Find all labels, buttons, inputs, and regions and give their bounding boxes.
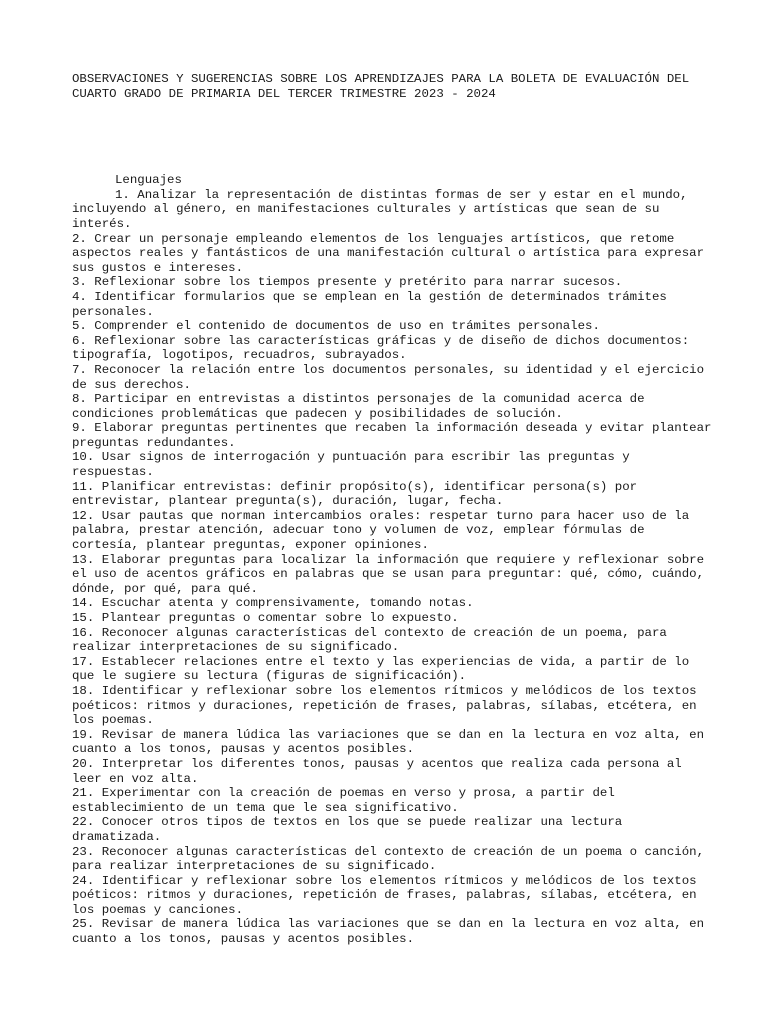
section-heading: Lenguajes (115, 173, 182, 188)
list-item: 2. Crear un personaje empleando elementos de los lenguajes artísticos, que retome aspectos reales y fantásticos de una manifestación cultural o artística para expresar sus gustos e intereses. (72, 231, 705, 275)
list-item: 1. Analizar la representación de distintas formas de ser y estar en el mundo, incluyendo al género, en manifestaciones culturales y artísticas que sean de su interés. (72, 187, 688, 231)
list-item: 12. Usar pautas que norman intercambios orales: respetar turno para hacer uso de la palabra, prestar atención, adecuar tono y volumen de voz, emplear fórmulas de cortesía, plantear preguntas, exponer opiniones. (72, 508, 690, 553)
list-item: 19. Revisar de manera lúdica las variaciones que se dan en la lectura en voz alta, en cuanto a los tonos, pausas y acentos posibles. (72, 727, 705, 757)
list-item: 3. Reflexionar sobre los tiempos presente y pretérito para narrar sucesos. (72, 275, 623, 290)
list-item: 17. Establecer relaciones entre el texto y las experiencias de vida, a partir de lo que le sugiere su lectura (figuras de significación). (72, 654, 690, 684)
list-item: 22. Conocer otros tipos de textos en los que se puede realizar una lectura dramatizada. (72, 815, 623, 844)
learning-list (72, 188, 712, 947)
list-item: 25. Revisar de manera lúdica las variaciones que se dan en la lectura en voz alta, en cuanto a los tonos, pausas y acentos posibles. (72, 917, 705, 947)
list-item: 7. Reconocer la relación entre los documentos personales, su identidad y el ejercicio de sus derechos. (72, 362, 705, 392)
list-item: 11. Planificar entrevistas: definir propósito(s), identificar persona(s) por entrevistar, plantear pregunta(s), duración, lugar, fecha. (72, 479, 638, 509)
list-item: 10. Usar signos de interrogación y puntuación para escribir las preguntas y respuestas. (72, 450, 630, 480)
list-item: 18. Identificar y reflexionar sobre los elementos rítmicos y melódicos de los textos poéticos: ritmos y duraciones, repetición de frases, palabras, sílabas, etcétera, en los poemas. (72, 683, 697, 728)
list-item: 5. Comprender el contenido de documentos de uso en trámites personales. (72, 319, 600, 334)
list-item: 20. Interpretar los diferentes tonos, pausas y acentos que realiza cada persona al leer en voz alta. (72, 756, 682, 786)
section-lenguajes (72, 173, 712, 946)
document-title: OBSERVACIONES Y SUGERENCIAS SOBRE LOS APRENDIZAJES PARA LA BOLETA DE EVALUACIÓN DEL CUARTO GRADO DE PRIMARIA DEL TERCER TRIMESTRE 2023 - 2024 (72, 72, 697, 101)
list-item: 24. Identificar y reflexionar sobre los elementos rítmicos y melódicos de los textos poéticos: ritmos y duraciones, repetición de frases, palabras, sílabas, etcétera, en los poemas y canciones. (72, 873, 697, 917)
list-item: 16. Reconocer algunas características del contexto de creación de un poema, para realizar interpretaciones de su significado. (72, 625, 667, 655)
list-item: 23. Reconocer algunas características del contexto de creación de un poema o canción, para realizar interpretaciones de su significado. (72, 844, 705, 874)
list-item: 14. Escuchar atenta y comprensivamente, tomando notas. (72, 596, 474, 611)
list-item: 4. Identificar formularios que se emplean en la gestión de determinados trámites personales. (72, 289, 667, 319)
list-item: 9. Elaborar preguntas pertinentes que recaben la información deseada y evitar plantear preguntas redundantes. (72, 421, 712, 450)
list-item: 15. Plantear preguntas o comentar sobre lo expuesto. (72, 611, 459, 625)
list-item: 13. Elaborar preguntas para localizar la información que requiere y reflexionar sobre el uso de acentos gráficos en palabras que se usan para preguntar: qué, cómo, cuándo, dónde, por qué, para qué. (72, 552, 705, 596)
list-item: 6. Reflexionar sobre las características gráficas y de diseño de dichos documentos: tipografía, logotipos, recuadros, subrayados. (72, 333, 690, 363)
document-page (72, 72, 712, 947)
list-item: 8. Participar en entrevistas a distintos personajes de la comunidad acerca de condiciones problemáticas que padecen y posibilidades de solución. (72, 392, 645, 421)
list-item: 21. Experimentar con la creación de poemas en verso y prosa, a partir del establecimiento de un tema que le sea significativo. (72, 786, 615, 815)
